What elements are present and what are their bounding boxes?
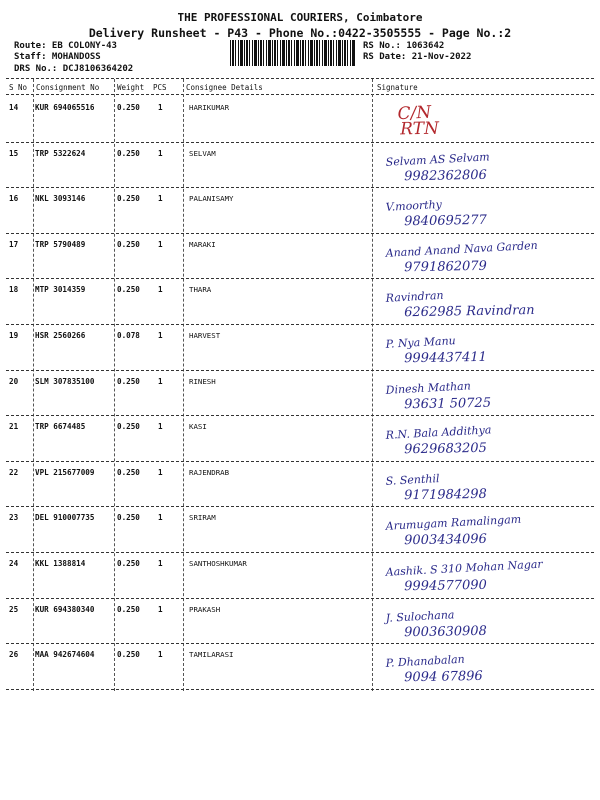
- row-signature: [378, 190, 594, 232]
- signature-handwriting: 9629683205: [404, 441, 488, 458]
- row-consignee-name: MARAKI: [189, 239, 216, 249]
- row-separator: [6, 689, 594, 690]
- row-consignee-name: PALANISAMY: [189, 194, 234, 204]
- col-header-consignment: Consignment No: [36, 83, 100, 92]
- row-pieces: 1: [158, 148, 163, 158]
- row-serial-number: 17: [9, 239, 19, 249]
- row-consignee-name: TAMILARASI: [189, 650, 234, 660]
- col-header-weight: Weight: [117, 83, 145, 92]
- row-serial-number: 26: [9, 650, 19, 660]
- signature-handwriting: Selvam AS Selvam: [385, 149, 490, 169]
- row-serial-number: 20: [9, 376, 19, 386]
- signature-handwriting: C/N: [397, 102, 432, 125]
- row-separator: [6, 643, 594, 644]
- signature-handwriting: 9840695277: [404, 213, 488, 230]
- col-header-signature: Signature: [377, 83, 418, 92]
- row-pieces: 1: [158, 650, 163, 660]
- signature-handwriting: J. Sulochana: [385, 607, 455, 625]
- row-serial-number: 18: [9, 285, 19, 295]
- header-rule-top: [6, 78, 594, 79]
- signature-handwriting: 9994437411: [404, 349, 488, 367]
- row-signature: [378, 509, 594, 551]
- signature-handwriting: 9094 67896: [404, 669, 483, 686]
- row-pieces: 1: [158, 376, 163, 386]
- row-consignment-number: TRP 6674485: [35, 422, 86, 432]
- row-serial-number: 15: [9, 148, 19, 158]
- row-signature: [378, 145, 594, 187]
- row-signature: [378, 601, 594, 643]
- row-consignment-number: KUR 694380340: [35, 604, 95, 614]
- signature-handwriting: P. Dhanabalan: [385, 652, 465, 671]
- row-separator: [6, 142, 594, 143]
- row-consignee-name: SELVAM: [189, 148, 216, 158]
- row-pieces: 1: [158, 513, 163, 523]
- col-divider: [114, 79, 115, 691]
- rs-date: RS Date: 21-Nov-2022: [363, 52, 472, 62]
- row-consignee-name: KASI: [189, 422, 207, 432]
- row-signature: [378, 464, 594, 506]
- row-consignment-number: NKL 3093146: [35, 194, 86, 204]
- signature-handwriting: 9003434096: [404, 532, 488, 549]
- signature-handwriting: 9982362806: [404, 167, 488, 184]
- col-divider: [372, 79, 373, 691]
- header-rule-bottom: [6, 94, 594, 95]
- row-weight: 0.250: [117, 513, 140, 523]
- row-weight: 0.250: [117, 285, 140, 295]
- row-separator: [6, 461, 594, 462]
- row-pieces: 1: [158, 285, 163, 295]
- company-title: THE PROFESSIONAL COURIERS, Coimbatore: [177, 11, 423, 24]
- col-header-pcs: PCS: [153, 83, 167, 92]
- signature-handwriting: P. Nya Manu: [385, 334, 457, 351]
- signature-handwriting: S. Senthil: [385, 471, 440, 488]
- row-serial-number: 21: [9, 422, 19, 432]
- row-consignee-name: SRIRAM: [189, 513, 216, 523]
- row-weight: 0.078: [117, 331, 140, 340]
- row-separator: [6, 598, 594, 599]
- signature-handwriting: V.moorthy: [385, 198, 443, 215]
- rs-number: RS No.: 1063642: [363, 41, 445, 51]
- row-consignee-name: RAJENDRAB: [189, 467, 230, 477]
- row-pieces: 1: [158, 331, 163, 340]
- row-consignment-number: DEL 910007735: [35, 513, 95, 523]
- row-separator: [6, 187, 594, 188]
- row-consignee-name: THARA: [189, 285, 212, 295]
- row-consignment-number: SLM 307835100: [35, 376, 95, 386]
- signature-handwriting: Ravindran: [385, 289, 444, 306]
- row-consignment-number: KUR 694065516: [35, 103, 95, 112]
- row-weight: 0.250: [117, 559, 140, 568]
- row-separator: [6, 324, 594, 325]
- signature-handwriting: Arumugam Ramalingam: [385, 513, 522, 534]
- row-signature: [378, 646, 594, 688]
- col-header-sno: S No: [9, 83, 28, 92]
- signature-handwriting: 9791862079: [404, 258, 488, 276]
- row-serial-number: 16: [9, 194, 19, 204]
- row-pieces: 1: [158, 239, 163, 249]
- row-pieces: 1: [158, 103, 163, 112]
- row-consignment-number: MTP 3014359: [35, 285, 86, 295]
- signature-handwriting: 6262985 Ravindran: [404, 303, 535, 321]
- row-consignee-name: SANTHOSHKUMAR: [189, 559, 247, 568]
- col-divider: [33, 79, 34, 691]
- row-pieces: 1: [158, 422, 163, 432]
- signature-handwriting: 93631 50725: [404, 395, 492, 412]
- row-weight: 0.250: [117, 239, 140, 249]
- row-pieces: 1: [158, 467, 163, 477]
- runsheet-subtitle: Delivery Runsheet - P43 - Phone No.:0422-3505555 - Page No.:2: [88, 26, 512, 40]
- row-consignment-number: VPL 215677009: [35, 467, 95, 477]
- row-separator: [6, 552, 594, 553]
- row-consignee-name: HARVEST: [189, 331, 221, 340]
- row-weight: 0.250: [117, 376, 140, 386]
- barcode-image: [230, 40, 355, 66]
- col-divider: [183, 79, 184, 691]
- row-signature: [378, 281, 594, 323]
- row-serial-number: 25: [9, 604, 19, 614]
- row-consignment-number: TRP 5322624: [35, 148, 86, 158]
- row-signature: [378, 327, 594, 369]
- staff-label: Staff: MOHANDOSS: [14, 52, 101, 62]
- row-signature: [378, 555, 594, 597]
- row-serial-number: 19: [9, 331, 19, 340]
- row-consignment-number: KKL 1388814: [35, 559, 86, 568]
- row-consignee-name: PRAKASH: [189, 604, 221, 614]
- row-signature: [378, 236, 594, 278]
- row-weight: 0.250: [117, 467, 140, 477]
- signature-handwriting: Anand Anand Nava Garden: [385, 238, 538, 260]
- row-consignee-name: HARIKUMAR: [189, 103, 230, 112]
- row-separator: [6, 415, 594, 416]
- row-separator: [6, 233, 594, 234]
- row-signature: [378, 373, 594, 415]
- col-header-consignee: Consignee Details: [186, 83, 263, 92]
- signature-handwriting: Aashik. S 310 Mohan Nagar: [385, 557, 543, 579]
- row-consignment-number: MAA 942674604: [35, 650, 95, 660]
- signature-handwriting: 9003630908: [404, 623, 488, 640]
- signature-handwriting: Dinesh Mathan: [385, 378, 472, 397]
- row-weight: 0.250: [117, 148, 140, 158]
- signature-handwriting: 9994577090: [404, 577, 488, 595]
- row-pieces: 1: [158, 559, 163, 568]
- drs-number: DRS No.: DCJ8106364202: [14, 64, 134, 74]
- row-pieces: 1: [158, 604, 163, 614]
- signature-handwriting: RTN: [399, 118, 440, 140]
- row-weight: 0.250: [117, 422, 140, 432]
- row-pieces: 1: [158, 194, 163, 204]
- row-consignment-number: HSR 2560266: [35, 331, 86, 340]
- row-serial-number: 23: [9, 513, 19, 523]
- row-weight: 0.250: [117, 604, 140, 614]
- row-serial-number: 22: [9, 467, 19, 477]
- row-weight: 0.250: [117, 650, 140, 660]
- row-weight: 0.250: [117, 194, 140, 204]
- signature-handwriting: 9171984298: [404, 486, 488, 504]
- row-consignment-number: TRP 5790489: [35, 239, 86, 249]
- row-signature: [378, 99, 594, 141]
- route-label: Route: EB COLONY-43: [14, 41, 117, 51]
- row-separator: [6, 278, 594, 279]
- row-weight: 0.250: [117, 103, 140, 112]
- row-consignee-name: RINESH: [189, 376, 216, 386]
- row-signature: [378, 418, 594, 460]
- row-serial-number: 14: [9, 103, 19, 112]
- row-separator: [6, 370, 594, 371]
- row-serial-number: 24: [9, 559, 19, 568]
- signature-handwriting: R.N. Bala Addithya: [385, 423, 492, 443]
- row-separator: [6, 506, 594, 507]
